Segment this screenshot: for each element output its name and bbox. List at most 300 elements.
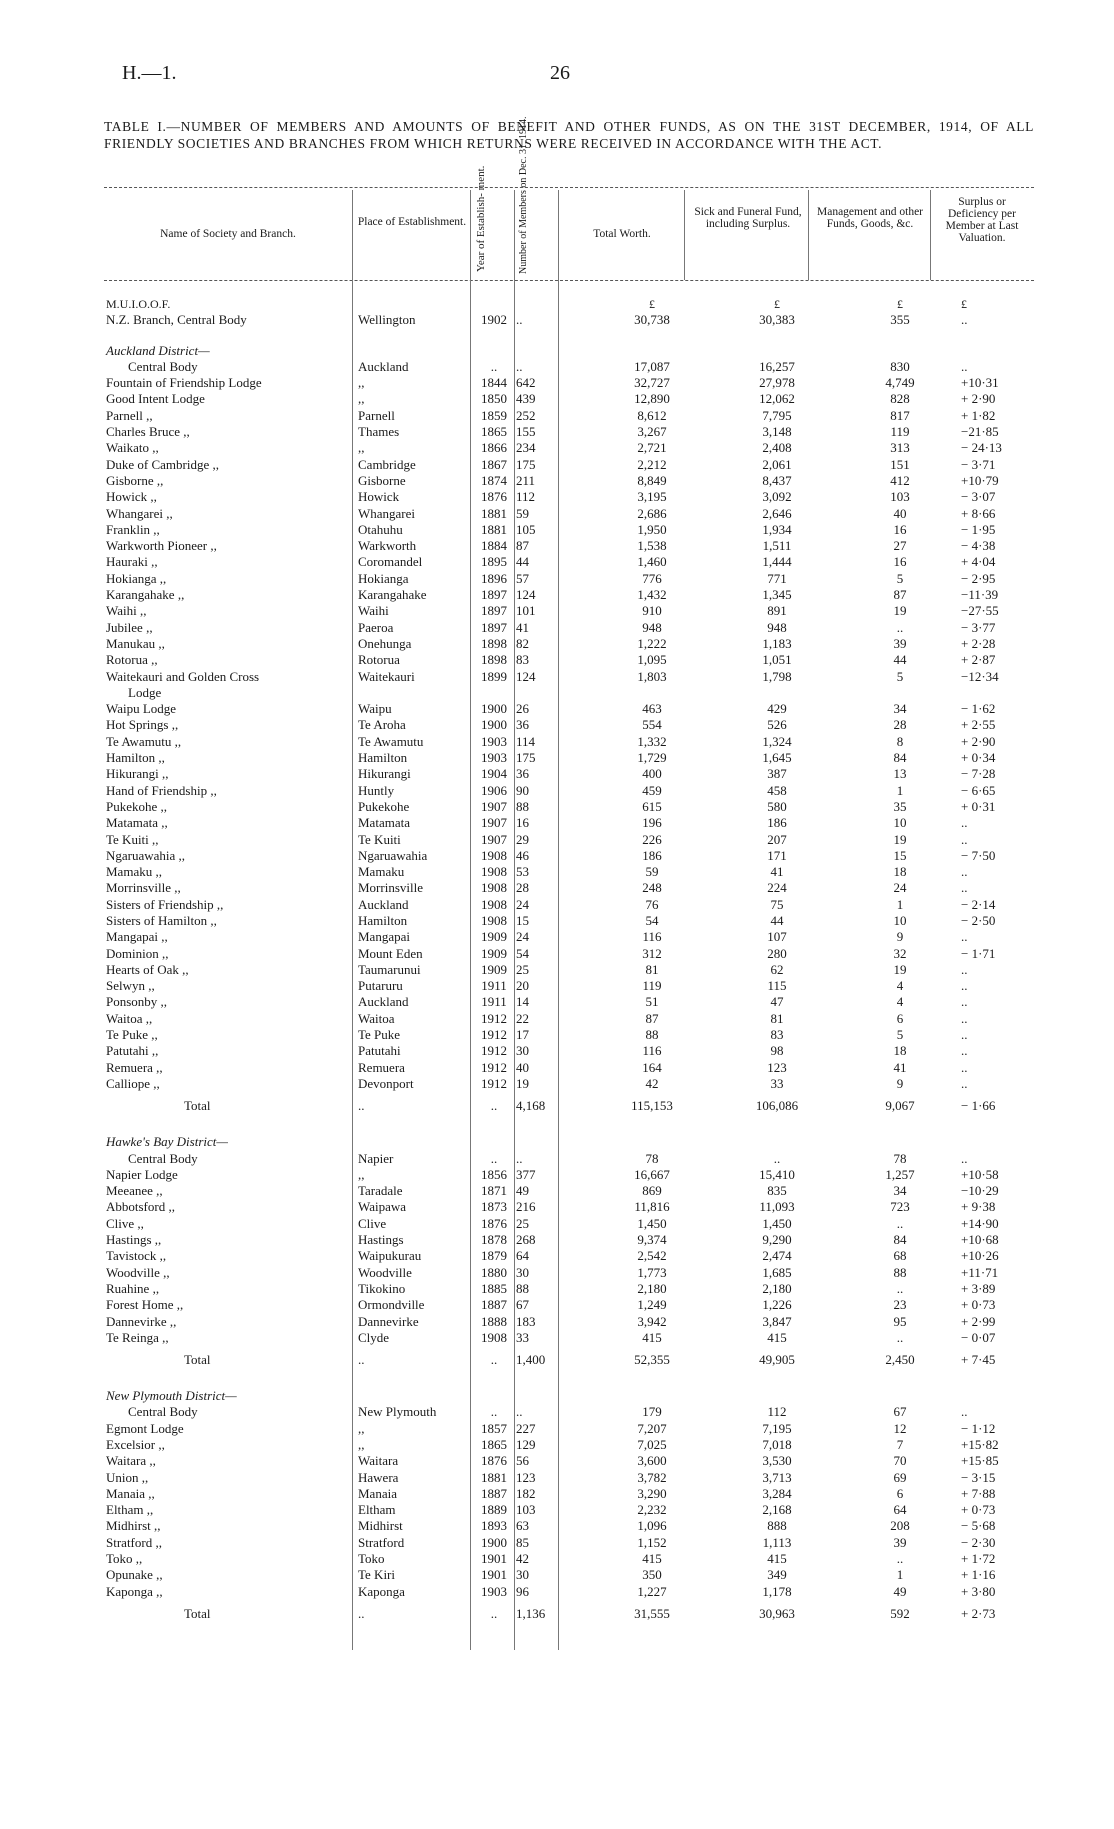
cell-surplus: £	[961, 297, 967, 311]
cell-surplus: + 7·45	[961, 1351, 996, 1367]
cell-surplus: + 2·90	[961, 391, 996, 407]
cell-members	[516, 685, 589, 701]
cell-year: 1874	[481, 472, 507, 488]
cell-members: 36	[516, 766, 529, 782]
cell-sick: 280	[767, 945, 787, 961]
cell-sick: 107	[767, 929, 787, 945]
district-heading-row	[104, 343, 1034, 359]
cell-sick: 9,290	[762, 1232, 792, 1248]
table-caption	[104, 118, 1034, 152]
table-body	[104, 296, 1034, 1628]
cell-sick: 387	[767, 766, 787, 782]
cell-surplus	[961, 1120, 1034, 1134]
cell-surplus: ..	[961, 815, 968, 831]
cell-worth: 31,555	[634, 1605, 670, 1621]
cell-place: Devonport	[358, 1075, 414, 1091]
cell-mgmt: 6	[896, 1010, 904, 1026]
cell-name: Howick ,,	[106, 489, 157, 505]
cell-sick: 7,195	[762, 1420, 792, 1436]
cell-members: 20	[516, 978, 529, 994]
column-divider	[930, 190, 931, 280]
cell-sick: 3,713	[762, 1469, 792, 1485]
table-row	[104, 1011, 1034, 1027]
cell-mgmt: 19	[893, 961, 907, 977]
cell-place: ,,	[358, 440, 365, 456]
cell-mgmt: 1	[896, 1567, 904, 1583]
cell-worth	[589, 343, 715, 359]
cell-place: Parnell	[358, 407, 395, 423]
cell-sick: 30,963	[759, 1605, 795, 1621]
table-row	[104, 1470, 1034, 1486]
cell-mgmt: 2,450	[885, 1351, 915, 1367]
cell-worth: 1,460	[637, 554, 667, 570]
cell-sick: 81	[770, 1010, 784, 1026]
cell-worth: 76	[645, 896, 659, 912]
cell-year: 1909	[481, 961, 507, 977]
cell-members: 155	[516, 424, 536, 440]
cell-place: Hamilton	[358, 750, 408, 766]
cell-mgmt: 4,749	[885, 375, 915, 391]
table-row	[104, 848, 1034, 864]
cell-place	[354, 296, 472, 312]
cell-name: Dominion ,,	[106, 945, 169, 961]
cell-sick: 3,092	[762, 489, 792, 505]
header-top-rule	[104, 187, 1034, 188]
cell-mgmt: 9	[896, 1075, 904, 1091]
table-row	[104, 1421, 1034, 1437]
cell-worth: 164	[642, 1059, 662, 1075]
cell-worth: 2,180	[637, 1280, 667, 1296]
cell-sick: 2,474	[762, 1248, 792, 1264]
cell-sick: 888	[767, 1518, 787, 1534]
cell-sick: 2,168	[762, 1502, 792, 1518]
cell-sick: 526	[767, 717, 787, 733]
cell-place: Waihi	[358, 603, 389, 619]
cell-members	[516, 1388, 589, 1404]
cell-place: Matamata	[358, 815, 410, 831]
cell-mgmt: 68	[893, 1248, 907, 1264]
cell-mgmt: ..	[896, 1215, 904, 1231]
cell-surplus: ..	[961, 1075, 968, 1091]
cell-members: 183	[516, 1313, 536, 1329]
cell-name: Hastings ,,	[106, 1232, 162, 1248]
cell-members: 53	[516, 864, 529, 880]
cell-year: 1904	[481, 766, 507, 782]
cell-surplus: − 3·71	[961, 456, 996, 472]
cell-year: 1911	[481, 978, 507, 994]
cell-name: Clive ,,	[106, 1215, 144, 1231]
cell-year: ..	[490, 1404, 498, 1420]
cell-mgmt: 8	[896, 733, 904, 749]
cell-mgmt	[839, 685, 961, 701]
cell-mgmt: 4	[896, 978, 904, 994]
cell-sick: 948	[767, 619, 787, 635]
cell-name: Calliope ,,	[106, 1075, 160, 1091]
table-row	[104, 1314, 1034, 1330]
cell-surplus: − 2·14	[961, 896, 996, 912]
cell-sick: 3,530	[762, 1453, 792, 1469]
cell-surplus: ..	[961, 1043, 968, 1059]
cell-name: Manaia ,,	[106, 1485, 155, 1501]
cell-year: 1897	[481, 603, 507, 619]
cell-surplus: + 7·88	[961, 1485, 996, 1501]
cell-sick	[715, 343, 839, 359]
cell-name: Hearts of Oak ,,	[106, 961, 189, 977]
cell-members: 64	[516, 1248, 529, 1264]
cell-name: Duke of Cambridge ,,	[106, 456, 220, 472]
cell-surplus: +10·58	[961, 1166, 999, 1182]
cell-year: 1899	[481, 668, 507, 684]
cell-worth: 87	[645, 1010, 659, 1026]
cell-worth: 1,950	[637, 521, 667, 537]
cell-mgmt: 1,257	[885, 1166, 915, 1182]
cell-surplus: ..	[961, 312, 968, 328]
cell-place: ,,	[358, 1420, 365, 1436]
cell-mgmt: 828	[890, 391, 910, 407]
cell-year: 1898	[481, 652, 507, 668]
cell-members: 211	[516, 472, 536, 488]
cell-year: 1887	[481, 1297, 507, 1313]
cell-year: 1865	[481, 424, 507, 440]
cell-members: 42	[516, 1551, 529, 1567]
cell-place: ,,	[358, 375, 365, 391]
cell-name: Fountain of Friendship Lodge	[106, 375, 262, 391]
cell-worth: 1,803	[637, 668, 667, 684]
cell-sick: 1,183	[762, 635, 792, 651]
cell-year: 1871	[481, 1183, 507, 1199]
cell-mgmt	[839, 1120, 961, 1134]
cell-year	[472, 1388, 516, 1404]
cell-mgmt: 28	[893, 717, 907, 733]
cell-year: 1908	[481, 880, 507, 896]
cell-place: ,,	[358, 1166, 365, 1182]
cell-members: 57	[516, 570, 529, 586]
cell-surplus: + 8·66	[961, 505, 996, 521]
cell-year	[472, 329, 516, 343]
table-row	[104, 815, 1034, 831]
cell-year	[472, 1374, 516, 1388]
cell-surplus: +14·90	[961, 1215, 999, 1231]
table-row	[104, 603, 1034, 619]
cell-members: 234	[516, 440, 536, 456]
cell-surplus: + 2·99	[961, 1313, 996, 1329]
cell-surplus: ..	[961, 358, 968, 374]
cell-sick: 1,934	[762, 521, 792, 537]
cell-year: 1897	[481, 587, 507, 603]
district-heading-row	[104, 1388, 1034, 1404]
cell-members: 17	[516, 1027, 529, 1043]
table-row	[104, 799, 1034, 815]
table-row	[104, 457, 1034, 473]
cell-surplus: + 1·82	[961, 407, 996, 423]
cell-sick: 112	[767, 1404, 787, 1420]
cell-members: 22	[516, 1010, 529, 1026]
cell-year: 1884	[481, 538, 507, 554]
cell-surplus: + 2·90	[961, 733, 996, 749]
cell-name: M.U.I.O.O.F.	[106, 297, 171, 311]
cell-surplus: −10·29	[961, 1183, 999, 1199]
cell-members: 103	[516, 1502, 536, 1518]
cell-worth	[589, 1374, 715, 1388]
table-row	[104, 701, 1034, 717]
cell-year	[472, 296, 516, 312]
cell-name: Union ,,	[106, 1469, 149, 1485]
cell-year: 1893	[481, 1518, 507, 1534]
cell-surplus	[961, 1388, 1034, 1404]
cell-members: 1,136	[516, 1605, 546, 1621]
cell-place: Waipukurau	[358, 1248, 422, 1264]
cell-surplus: ..	[961, 961, 968, 977]
table-row	[104, 913, 1034, 929]
cell-worth: 196	[642, 815, 662, 831]
cell-name: Egmont Lodge	[106, 1420, 184, 1436]
table-row	[104, 440, 1034, 456]
cell-worth: 116	[642, 1043, 662, 1059]
cell-place: Putaruru	[358, 978, 403, 994]
cell-year: 1908	[481, 1329, 507, 1345]
cell-year: ..	[490, 1098, 498, 1114]
cell-worth: 42	[645, 1075, 659, 1091]
cell-worth: 3,290	[637, 1485, 667, 1501]
cell-name: Warkworth Pioneer ,,	[106, 538, 217, 554]
cell-mgmt: 32	[893, 945, 907, 961]
cell-year: 1896	[481, 570, 507, 586]
cell-mgmt: 5	[896, 668, 904, 684]
cell-name: Hikurangi ,,	[106, 766, 169, 782]
table-row	[104, 1248, 1034, 1264]
cell-name: Te Awamutu ,,	[106, 733, 182, 749]
column-divider	[808, 190, 809, 280]
cell-name: Hokianga ,,	[106, 570, 167, 586]
cell-surplus: − 7·28	[961, 766, 996, 782]
cell-year: 1876	[481, 1453, 507, 1469]
cell-sick	[715, 1120, 839, 1134]
cell-surplus: ..	[961, 1010, 968, 1026]
cell-surplus: − 3·15	[961, 1469, 996, 1485]
cell-place: Huntly	[358, 782, 395, 798]
cell-name: Total	[184, 1098, 211, 1114]
table-row	[104, 652, 1034, 668]
cell-year: 1903	[481, 750, 507, 766]
cell-sick: 1,113	[762, 1534, 792, 1550]
cell-place: ..	[358, 1351, 365, 1367]
cell-year: 1865	[481, 1437, 507, 1452]
cell-year: 1911	[481, 994, 507, 1010]
table-row	[104, 750, 1034, 766]
cell-members: 1,400	[516, 1351, 546, 1367]
cell-members: 30	[516, 1567, 529, 1583]
table-row	[104, 832, 1034, 848]
cell-worth: 78	[645, 1150, 659, 1166]
cell-place: New Plymouth	[358, 1404, 437, 1420]
cell-members: 112	[516, 489, 536, 505]
table-row	[104, 1281, 1034, 1297]
cell-year: 1912	[481, 1059, 507, 1075]
cell-place: Patutahi	[358, 1043, 401, 1059]
cell-members: ..	[516, 1150, 523, 1166]
cell-place: Te Kuiti	[358, 831, 401, 847]
cell-year: 1912	[481, 1043, 507, 1059]
cell-worth: 8,612	[637, 407, 667, 423]
cell-mgmt: 830	[890, 358, 910, 374]
table-row	[104, 1567, 1034, 1583]
cell-sick: 7,795	[762, 407, 792, 423]
cell-name: Central Body	[128, 1404, 198, 1420]
cell-mgmt: 13	[893, 766, 907, 782]
table-row	[104, 1584, 1034, 1600]
cell-members: 36	[516, 717, 529, 733]
cell-place: Rotorua	[358, 652, 400, 668]
cell-name: Ponsonby ,,	[106, 994, 168, 1010]
cell-worth: 7,207	[637, 1420, 667, 1436]
cell-surplus: + 0·31	[961, 798, 996, 814]
cell-place: Auckland	[358, 896, 409, 912]
cell-year: 1908	[481, 847, 507, 863]
cell-worth: 312	[642, 945, 662, 961]
cell-place: Paeroa	[358, 619, 394, 635]
cell-sick: 1,226	[762, 1297, 792, 1313]
cell-mgmt: 87	[893, 587, 907, 603]
cell-place: Thames	[358, 424, 400, 440]
table-row	[104, 1167, 1034, 1183]
cell-name: Hand of Friendship ,,	[106, 782, 217, 798]
cell-place: Toko	[358, 1551, 385, 1567]
cell-sick: 41	[770, 864, 784, 880]
cell-mgmt: 88	[893, 1264, 907, 1280]
cell-members: ..	[516, 312, 523, 328]
table-row	[104, 978, 1034, 994]
cell-sick: 12,062	[759, 391, 795, 407]
cell-mgmt: 18	[893, 864, 907, 880]
cell-surplus: − 1·62	[961, 701, 996, 717]
cell-mgmt	[839, 329, 961, 343]
cell-place: Otahuhu	[358, 521, 403, 537]
cell-year: 1881	[481, 521, 507, 537]
cell-year	[472, 343, 516, 359]
cell-mgmt: 412	[890, 472, 910, 488]
cell-surplus	[961, 1374, 1034, 1388]
cell-sick: 835	[767, 1183, 787, 1199]
cell-mgmt: 592	[890, 1605, 910, 1621]
cell-sick: 224	[767, 880, 787, 896]
cell-sick: 207	[767, 831, 787, 847]
cell-worth: 1,538	[637, 538, 667, 554]
col-header-name: Name of Society and Branch.	[160, 228, 296, 240]
cell-worth: 1,773	[637, 1264, 667, 1280]
cell-worth: 910	[642, 603, 662, 619]
cell-members	[516, 1374, 589, 1388]
cell-name: Morrinsville ,,	[106, 880, 181, 896]
col-header-worth: Total Worth.	[593, 228, 651, 240]
cell-name	[104, 1374, 354, 1388]
cell-year: 1844	[481, 375, 507, 391]
cell-sick: 415	[767, 1329, 787, 1345]
cell-name: Auckland District—	[106, 342, 210, 358]
cell-surplus: + 2·87	[961, 652, 996, 668]
table-row	[104, 1199, 1034, 1215]
table-row	[104, 296, 1034, 312]
cell-name: Charles Bruce ,,	[106, 424, 190, 440]
cell-year: 1901	[481, 1551, 507, 1567]
table-row	[104, 1404, 1034, 1420]
cell-members: 41	[516, 619, 529, 635]
table-row	[104, 717, 1034, 733]
cell-surplus: − 0·07	[961, 1329, 996, 1345]
cell-mgmt: 67	[893, 1404, 907, 1420]
cell-mgmt: 44	[893, 652, 907, 668]
cell-surplus: + 1·72	[961, 1551, 996, 1567]
cell-worth: 52,355	[634, 1351, 670, 1367]
cell-members: 96	[516, 1583, 529, 1599]
cell-year: ..	[490, 1351, 498, 1367]
cell-place: Te Aroha	[358, 717, 406, 733]
cell-surplus: ..	[961, 880, 968, 896]
spacer-row	[104, 1120, 1034, 1134]
cell-mgmt: 10	[893, 912, 907, 928]
cell-mgmt: 35	[893, 798, 907, 814]
cell-place: Woodville	[358, 1264, 412, 1280]
cell-worth: 400	[642, 766, 662, 782]
cell-name: Waihi ,,	[106, 603, 147, 619]
cell-members: 175	[516, 456, 536, 472]
cell-mgmt	[839, 1134, 961, 1150]
col-header-place: Place of Establishment.	[357, 216, 467, 228]
table-row	[104, 880, 1034, 896]
cell-mgmt: 78	[893, 1150, 907, 1166]
cell-place: Whangarei	[358, 505, 416, 521]
cell-place: Waitara	[358, 1453, 399, 1469]
cell-worth: 116	[642, 929, 662, 945]
cell-place: Manaia	[358, 1485, 397, 1501]
cell-name: Te Kuiti ,,	[106, 831, 159, 847]
cell-worth	[589, 1134, 715, 1150]
cell-surplus: +10·31	[961, 375, 999, 391]
cell-worth: 776	[642, 570, 662, 586]
cell-name: Selwyn ,,	[106, 978, 155, 994]
cell-surplus: +10·26	[961, 1248, 999, 1264]
cell-members: 377	[516, 1166, 536, 1182]
cell-name: Whangarei ,,	[106, 505, 173, 521]
cell-surplus: − 1·71	[961, 945, 996, 961]
cell-worth: 1,332	[637, 733, 667, 749]
cell-members: 90	[516, 782, 529, 798]
cell-worth: 2,542	[637, 1248, 667, 1264]
cell-place: Midhirst	[358, 1518, 403, 1534]
cell-year: 1907	[481, 815, 507, 831]
cell-members	[516, 1120, 589, 1134]
cell-worth: 16,667	[634, 1166, 670, 1182]
cell-name: Manukau ,,	[106, 635, 165, 651]
cell-sick: 15,410	[759, 1166, 795, 1182]
cell-members: 59	[516, 505, 529, 521]
table-row	[104, 864, 1034, 880]
cell-sick: 186	[767, 815, 787, 831]
cell-place: Dannevirke	[358, 1313, 419, 1329]
table-row	[104, 1486, 1034, 1502]
cell-members: 29	[516, 831, 529, 847]
cell-name: Patutahi ,,	[106, 1043, 159, 1059]
cell-worth: 8,849	[637, 472, 667, 488]
table-row	[104, 669, 1034, 685]
cell-sick: 49,905	[759, 1351, 795, 1367]
cell-surplus: ..	[961, 831, 968, 847]
cell-mgmt	[839, 1388, 961, 1404]
cell-place: Howick	[358, 489, 400, 505]
cell-worth: 2,686	[637, 505, 667, 521]
cell-year: 1912	[481, 1075, 507, 1091]
cell-year	[472, 1120, 516, 1134]
cell-name: Mangapai ,,	[106, 929, 168, 945]
